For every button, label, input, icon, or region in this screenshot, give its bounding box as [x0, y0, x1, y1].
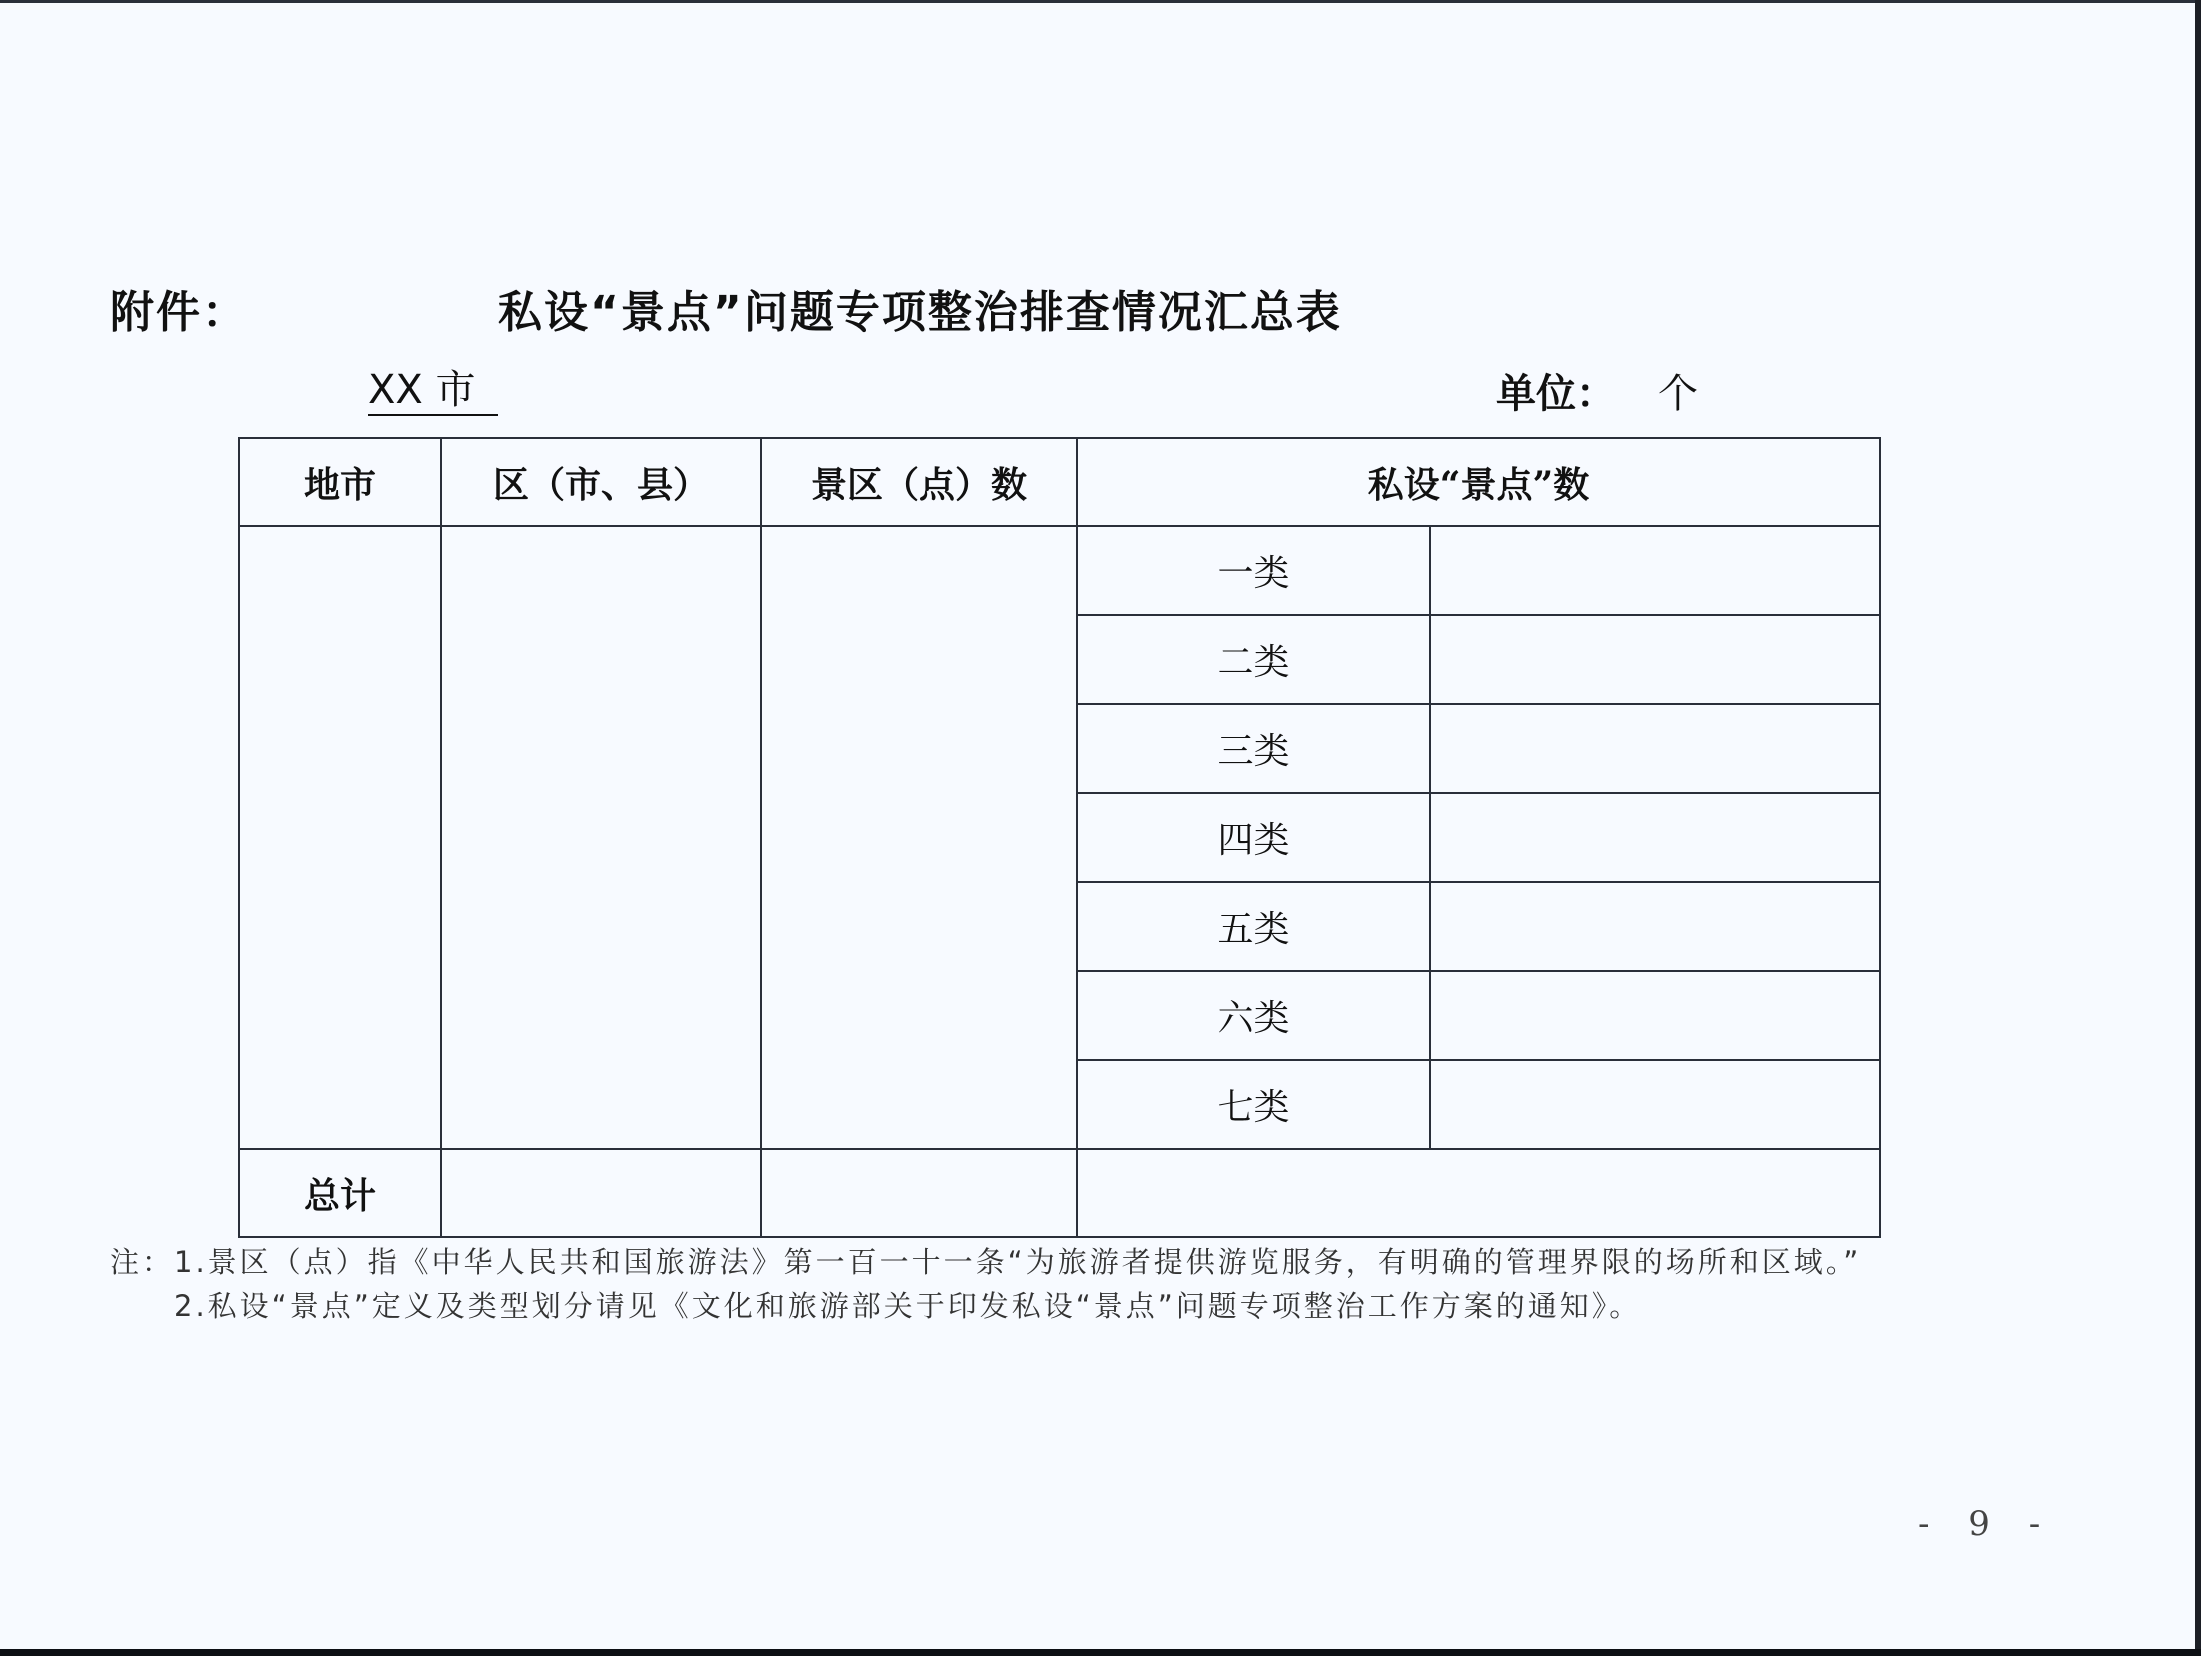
unit-label: 单位： [1496, 370, 1616, 417]
category-label: 三类 [1077, 704, 1430, 793]
attachment-label: 附件： [110, 287, 248, 338]
category-value[interactable] [1430, 971, 1880, 1060]
table-header-row [239, 438, 1880, 526]
page-number: - 9 - [1918, 1504, 2055, 1544]
category-label: 二类 [1077, 615, 1430, 704]
category-label: 六类 [1077, 971, 1430, 1060]
category-label: 四类 [1077, 793, 1430, 882]
page-title: 私设“景点”问题专项整治排查情况汇总表 [498, 287, 1342, 338]
header-scenic-count: 景区（点）数 [761, 438, 1077, 526]
scan-edge-bottom [0, 1649, 2201, 1656]
header-private-count: 私设“景点”数 [1077, 438, 1880, 526]
cell-scenic-count[interactable] [761, 526, 1077, 1149]
total-row [239, 1149, 1880, 1237]
table-row [239, 526, 1880, 615]
total-district[interactable] [441, 1149, 761, 1237]
category-value[interactable] [1430, 1060, 1880, 1149]
category-value[interactable] [1430, 526, 1880, 615]
note-2: 2.私设“景点”定义及类型划分请见《文化和旅游部关于印发私设“景点”问题专项整治工作方案的通知》。 [174, 1289, 1642, 1323]
category-value[interactable] [1430, 615, 1880, 704]
notes [110, 1240, 1861, 1328]
category-label: 一类 [1077, 526, 1430, 615]
unit-info [1496, 362, 1698, 419]
category-value[interactable] [1430, 793, 1880, 882]
cell-city[interactable] [239, 526, 441, 1149]
scan-edge-top [0, 0, 2201, 3]
total-private[interactable] [1077, 1149, 1880, 1237]
header-city: 地市 [239, 438, 441, 526]
note-1: 注：1.景区（点）指《中华人民共和国旅游法》第一百一十一条“为旅游者提供游览服务，有明确的管理界限的场所和区域。” [110, 1245, 1862, 1279]
category-value[interactable] [1430, 704, 1880, 793]
total-label: 总计 [239, 1149, 441, 1237]
scan-edge-right [2195, 0, 2201, 1656]
category-value[interactable] [1430, 882, 1880, 971]
city-field: XX 市 [368, 366, 498, 416]
cell-district[interactable] [441, 526, 761, 1149]
unit-value: 个 [1658, 371, 1698, 417]
header-district: 区（市、县） [441, 438, 761, 526]
summary-table [238, 437, 1881, 1238]
category-label: 七类 [1077, 1060, 1430, 1149]
total-scenic[interactable] [761, 1149, 1077, 1237]
category-label: 五类 [1077, 882, 1430, 971]
